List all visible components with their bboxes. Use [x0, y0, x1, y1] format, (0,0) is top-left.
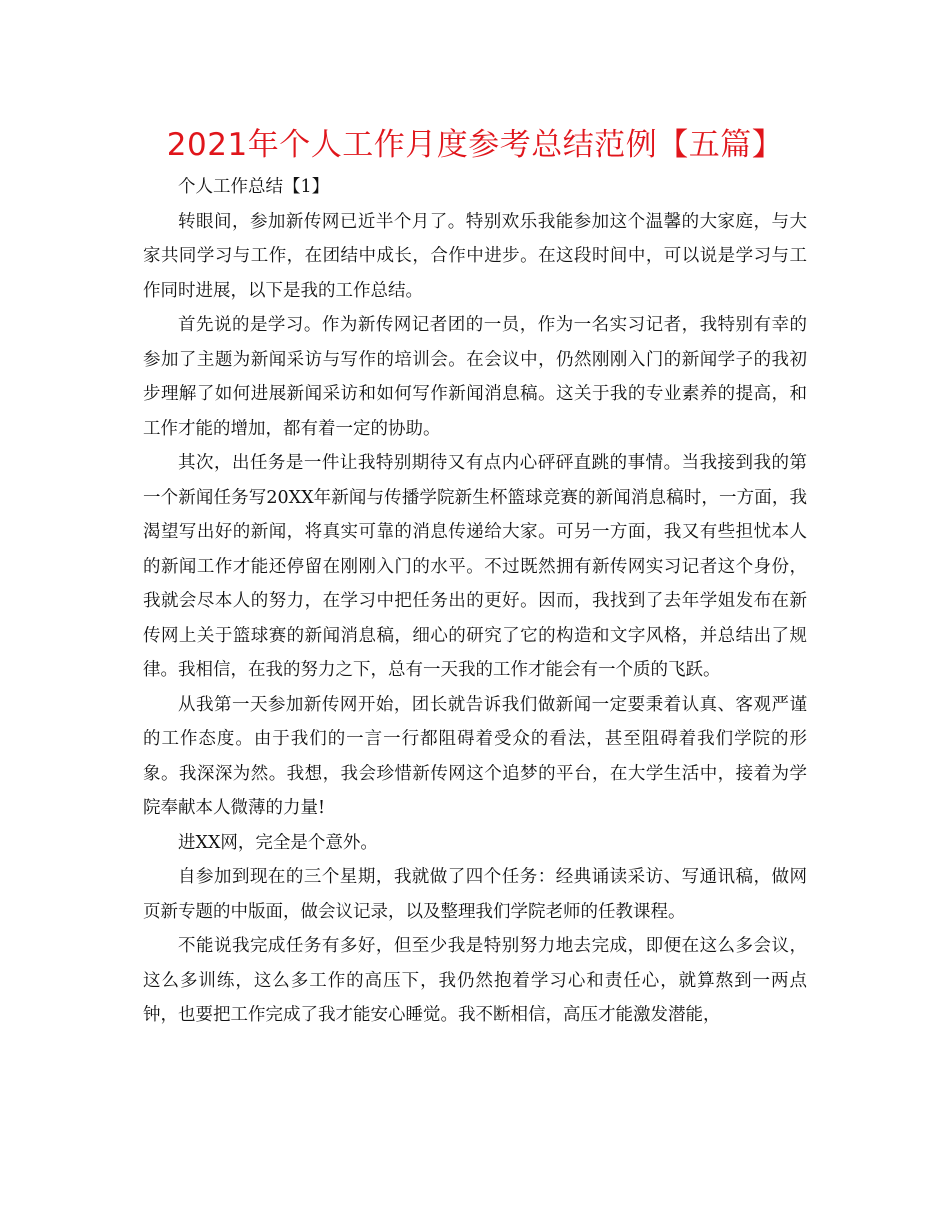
section-heading: 个人工作总结【1】 — [178, 177, 330, 197]
paragraph: 进XX网，完全是个意外。 — [178, 832, 378, 853]
document-body — [143, 170, 807, 1033]
paragraph: 不能说我完成任务有多好，但至少我是特别努力地去完成，即便在这么多会议，这么多训练，这么多工作的高压下，我仍然抱着学习心和责任心，就算熬到一两点钟，也要把工作完成了我才能安心睡觉。我不断相信，高压才能激发潜能， — [143, 936, 807, 1025]
paragraph: 转眼间，参加新传网已近半个月了。特别欢乐我能参加这个温馨的大家庭，与大家共同学习与工作，在团结中成长，合作中进步。在这段时间中，可以说是学习与工作同时进展，以下是我的工作总结。 — [143, 211, 807, 301]
paragraph: 其次，出任务是一件让我特别期待又有点内心砰砰直跳的事情。当我接到我的第一个新闻任务写20XX年新闻与传播学院新生杯篮球竞赛的新闻消息稿时，一方面，我渴望写出好的新闻，将真实可靠的消息传递给大家。可另一方面，我又有些担忧本人的新闻工作才能还停留在刚刚入门的水平。不过既然拥有新传网实习记者这个身份，我就会尽本人的努力，在学习中把任务出的更好。因而，我找到了去年学姐发布在新传网上关于篮球赛的新闻消息稿，细心的研究了它的构造和文字风格，并总结出了规律。我相信，在我的努力之下，总有一天我的工作才能会有一个质的飞跃。 — [143, 453, 807, 680]
document-title: 2021年个人工作月度参考总结范例【五篇】 — [166, 127, 784, 163]
paragraph: 从我第一天参加新传网开始，团长就告诉我们做新闻一定要秉着认真、客观严谨的工作态度。由于我们的一言一行都阻碍着受众的看法，甚至阻碍着我们学院的形象。我深深为然。我想，我会珍惜新传网这个追梦的平台，在大学生活中，接着为学院奉献本人微薄的力量! — [143, 694, 807, 818]
paragraph: 首先说的是学习。作为新传网记者团的一员，作为一名实习记者，我特别有幸的参加了主题为新闻采访与写作的培训会。在会议中，仍然刚刚入门的新闻学子的我初步理解了如何进展新闻采访和如何写作新闻消息稿。这关于我的专业素养的提高，和工作才能的增加，都有着一定的协助。 — [143, 315, 807, 439]
paragraph: 自参加到现在的三个星期，我就做了四个任务：经典诵读采访、写通讯稿，做网页新专题的中版面，做会议记录，以及整理我们学院老师的任教课程。 — [143, 867, 807, 922]
